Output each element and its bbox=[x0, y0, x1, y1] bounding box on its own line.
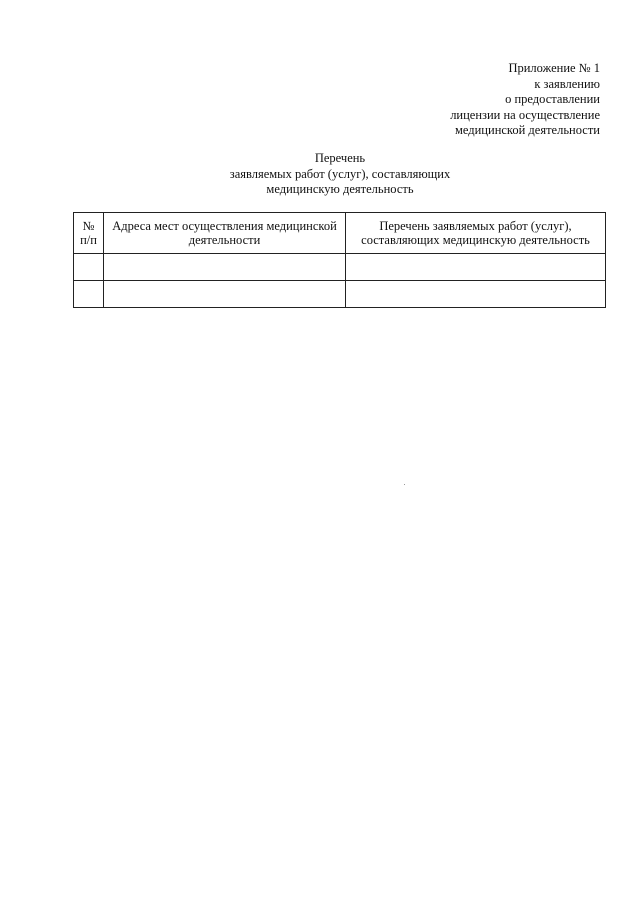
cell-services bbox=[346, 254, 606, 281]
cell-services bbox=[346, 281, 606, 308]
header-number-line-2: п/п bbox=[80, 233, 97, 247]
title-line-1: Перечень bbox=[314, 151, 366, 165]
header-services-line-2: составляющих медицинскую деятельность bbox=[361, 233, 590, 247]
services-table bbox=[73, 212, 606, 308]
table-header-row bbox=[74, 213, 606, 254]
appendix-line-1: Приложение № 1 bbox=[508, 61, 600, 75]
header-services-line-1: Перечень заявляемых работ (услуг), bbox=[379, 219, 572, 233]
cell-address bbox=[104, 254, 346, 281]
header-services bbox=[346, 213, 606, 254]
appendix-line-2: к заявлению bbox=[534, 76, 600, 91]
cell-number bbox=[74, 281, 104, 308]
header-number bbox=[74, 213, 104, 254]
header-address-line-1: Адреса мест осуществления медицинской bbox=[112, 219, 337, 233]
cell-number bbox=[74, 254, 104, 281]
header-address-line-2: деятельности bbox=[188, 233, 261, 247]
appendix-note bbox=[450, 61, 600, 139]
header-address bbox=[104, 213, 346, 254]
appendix-line-5: медицинской деятельности bbox=[454, 123, 600, 137]
table-row bbox=[74, 281, 606, 308]
document-title bbox=[0, 151, 640, 198]
title-line-2: заявляемых работ (услуг), составляющих bbox=[229, 166, 451, 181]
header-number-line-1: № bbox=[82, 219, 95, 233]
table-row bbox=[74, 254, 606, 281]
title-line-3: медицинскую деятельность bbox=[266, 182, 414, 196]
appendix-line-3: о предоставлении bbox=[505, 92, 600, 106]
appendix-line-4: лицензии на осуществление bbox=[450, 107, 600, 122]
scan-speck bbox=[404, 484, 405, 485]
cell-address bbox=[104, 281, 346, 308]
